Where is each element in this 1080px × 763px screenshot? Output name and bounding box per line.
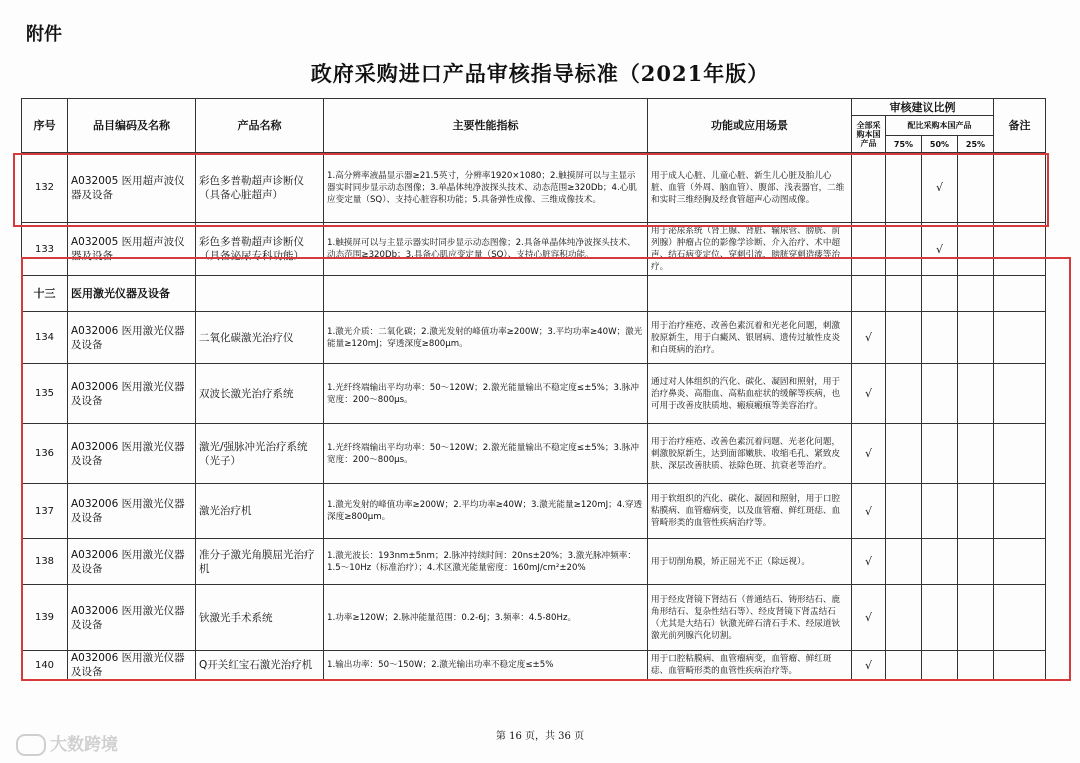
- col-50-header: 50%: [922, 136, 958, 153]
- row-category: A032006 医用激光仪器及设备: [68, 312, 196, 364]
- row-25-mark: [958, 484, 994, 539]
- row-product: 彩色多普勒超声诊断仪（具备泌尿专科功能）: [196, 223, 324, 276]
- row-note: [994, 651, 1046, 680]
- col-subgroup-header: 配比采购本国产品: [886, 116, 994, 136]
- row-seq: 140: [22, 651, 68, 680]
- col-category-header: 品目编码及名称: [68, 99, 196, 153]
- row-category: A032006 医用激光仪器及设备: [68, 539, 196, 585]
- row-all-mark: √: [852, 364, 886, 424]
- row-function: 用于治疗痤疮、改善色素沉着和光老化问题，刺激胶原新生，用于白癜风、银屑病、遗传过敏性皮炎和白斑病的治疗。: [648, 312, 852, 364]
- row-spec: 1.光纤终端输出平均功率：50～120W；2.激光能量输出不稳定度≤±5%；3.脉冲宽度：200～800μs。: [324, 364, 648, 424]
- row-50-mark: [922, 312, 958, 364]
- row-50-mark: √: [922, 153, 958, 223]
- row-all-mark: √: [852, 539, 886, 585]
- row-75-mark: [886, 651, 922, 680]
- col-product-header: 产品名称: [196, 99, 324, 153]
- col-75-header: 75%: [886, 136, 922, 153]
- watermark-text: 大数跨境: [50, 735, 118, 755]
- row-seq: 135: [22, 364, 68, 424]
- row-note: [994, 364, 1046, 424]
- row-category: A032006 医用激光仪器及设备: [68, 651, 196, 680]
- col-25-header: 25%: [958, 136, 994, 153]
- row-category: A032006 医用激光仪器及设备: [68, 424, 196, 484]
- row-all-mark: √: [852, 484, 886, 539]
- row-50-mark: [922, 651, 958, 680]
- row-seq: 139: [22, 585, 68, 651]
- watermark: [16, 730, 118, 756]
- row-seq: 134: [22, 312, 68, 364]
- row-25-mark: [958, 651, 994, 680]
- row-25-mark: [958, 539, 994, 585]
- row-75-mark: [886, 153, 922, 223]
- row-spec: 1.光纤终端输出平均功率：50～120W；2.激光能量输出不稳定度≤±5%；3.脉冲宽度：200～800μs。: [324, 424, 648, 484]
- row-all-mark: √: [852, 424, 886, 484]
- row-25-mark: [958, 585, 994, 651]
- row-seq: 133: [22, 223, 68, 276]
- row-product: 二氧化碳激光治疗仪: [196, 312, 324, 364]
- col-spec-header: 主要性能指标: [324, 99, 648, 153]
- row-product: 激光/强脉冲光治疗系统（光子）: [196, 424, 324, 484]
- table-row: [22, 312, 1046, 364]
- section-name: 医用激光仪器及设备: [68, 276, 196, 312]
- row-spec: 1.激光波长：193nm±5nm；2.脉冲持续时间：20ns±20%；3.激光脉冲频率：1.5～10Hz（标准治疗）；4.术区激光能量密度：160mJ/cm²±20%: [324, 539, 648, 585]
- row-50-mark: √: [922, 223, 958, 276]
- document-title: 政府采购进口产品审核指导标准（2021年版）: [310, 61, 770, 86]
- table-row: [22, 153, 1046, 223]
- row-all-mark: [852, 223, 886, 276]
- row-spec: 1.高分辨率液晶显示器≥21.5英寸，分辨率1920×1080；2.触摸屏可以与主显示器实时同步显示动态图像；3.单晶体纯净波探头技术、动态范围≥320Db；4.心肌应变定量（SQ）、支持心脏容积功能；5.具备弹性成像、三维成像技术。: [324, 153, 648, 223]
- row-product: 激光治疗机: [196, 484, 324, 539]
- row-spec: 1.激光介质：二氧化碳；2.激光发射的峰值功率≥200W；3.平均功率≥40W；激光能量≥120mJ；穿透深度≥800μm。: [324, 312, 648, 364]
- row-seq: 138: [22, 539, 68, 585]
- table-row: [22, 651, 1046, 680]
- col-all-domestic-header: 全部采购本国产品: [852, 116, 886, 153]
- row-50-mark: [922, 364, 958, 424]
- row-product: 彩色多普勒超声诊断仪（具备心脏超声）: [196, 153, 324, 223]
- row-spec: 1.触摸屏可以与主显示器实时同步显示动态图像；2.具备单晶体纯净波探头技术、动态范围≥320Db；3.具备心肌应变定量（SQ）、支持心脏容积功能。: [324, 223, 648, 276]
- row-product: 钬激光手术系统: [196, 585, 324, 651]
- row-75-mark: [886, 484, 922, 539]
- row-function: 用于口腔粘膜病、血管瘤病变，血管瘤、鲜红斑痣、血管畸形类的血管性疾病治疗等。: [648, 651, 852, 680]
- section-number: 十三: [22, 276, 68, 312]
- row-spec: 1.功率≥120W；2.脉冲能量范围：0.2-6J；3.频率：4.5-80Hz。: [324, 585, 648, 651]
- row-note: [994, 312, 1046, 364]
- row-note: [994, 424, 1046, 484]
- row-50-mark: [922, 484, 958, 539]
- row-all-mark: √: [852, 312, 886, 364]
- row-product: 准分子激光角膜屈光治疗机: [196, 539, 324, 585]
- row-75-mark: [886, 312, 922, 364]
- row-25-mark: [958, 223, 994, 276]
- row-all-mark: [852, 153, 886, 223]
- row-category: A032005 医用超声波仪器及设备: [68, 153, 196, 223]
- row-category: A032006 医用激光仪器及设备: [68, 364, 196, 424]
- row-note: [994, 539, 1046, 585]
- row-all-mark: √: [852, 651, 886, 680]
- row-note: [994, 585, 1046, 651]
- page-footer: 第 16 页，共 36 页: [495, 731, 585, 742]
- row-note: [994, 153, 1046, 223]
- product-table: [21, 98, 1046, 680]
- col-function-header: 功能或应用场景: [648, 99, 852, 153]
- watermark-logo-icon: [16, 734, 46, 756]
- row-spec: 1.输出功率：50～150W；2.激光输出功率不稳定度≤±5%: [324, 651, 648, 680]
- table-row: [22, 424, 1046, 484]
- table-row: [22, 364, 1046, 424]
- row-seq: 132: [22, 153, 68, 223]
- row-all-mark: √: [852, 585, 886, 651]
- row-spec: 1.激光发射的峰值功率≥200W；2.平均功率≥40W；3.激光能量≥120mJ；4.穿透深度≥800μm。: [324, 484, 648, 539]
- table-row: [22, 223, 1046, 276]
- section-row: [22, 276, 1046, 312]
- col-seq-header: 序号: [22, 99, 68, 153]
- row-seq: 136: [22, 424, 68, 484]
- row-product: Q开关红宝石激光治疗机: [196, 651, 324, 680]
- row-function: 用于软组织的汽化、碳化、凝固和照射，用于口腔粘膜病、血管瘤病变，以及血管瘤、鲜红斑痣、血管畸形类的血管性疾病治疗等。: [648, 484, 852, 539]
- row-75-mark: [886, 585, 922, 651]
- row-75-mark: [886, 424, 922, 484]
- row-product: 双波长激光治疗系统: [196, 364, 324, 424]
- row-75-mark: [886, 539, 922, 585]
- col-note-header: 备注: [994, 99, 1046, 153]
- table-row: [22, 539, 1046, 585]
- col-ratio-header: 审核建议比例: [852, 99, 994, 116]
- row-function: 用于成人心脏、儿童心脏、新生儿心脏及胎儿心脏、血管（外周、脑血管）、腹部、浅表器官，二维和实时三维经胸及经食管超声心动图成像。: [648, 153, 852, 223]
- row-25-mark: [958, 364, 994, 424]
- row-function: 用于治疗痤疮、改善色素沉着问题、光老化问题，刺激胶原新生，达到面部嫩肤、收缩毛孔、紧致皮肤、深层改善肤质、祛除色斑、抗衰老等治疗。: [648, 424, 852, 484]
- row-50-mark: [922, 585, 958, 651]
- table-header-row: [22, 99, 1046, 116]
- row-note: [994, 223, 1046, 276]
- row-seq: 137: [22, 484, 68, 539]
- row-25-mark: [958, 424, 994, 484]
- attachment-label: 附件: [26, 24, 62, 45]
- row-category: A032006 医用激光仪器及设备: [68, 484, 196, 539]
- row-50-mark: [922, 539, 958, 585]
- row-25-mark: [958, 312, 994, 364]
- row-function: 用于经皮肾镜下肾结石（普通结石、铸形结石、鹿角形结石、复杂性结石等）、经皮肾镜下肾盂结石（尤其是大结石）钬激光碎石清石手术、经尿道钬激光前列腺汽化切割。: [648, 585, 852, 651]
- table-row: [22, 585, 1046, 651]
- row-category: A032006 医用激光仪器及设备: [68, 585, 196, 651]
- row-note: [994, 484, 1046, 539]
- row-75-mark: [886, 223, 922, 276]
- row-function: 用于泌尿系统（肾上腺、肾脏、输尿管、膀胱、前列腺）肿瘤占位的影像学诊断、介入治疗、术中超声、结石病变定位、穿刺引流，膀胱穿刺造瘘等治疗。: [648, 223, 852, 276]
- row-category: A032005 医用超声波仪器及设备: [68, 223, 196, 276]
- row-75-mark: [886, 364, 922, 424]
- row-function: 通过对人体组织的汽化、碳化、凝固和照射，用于治疗鼻炎、高脂血、高粘血症状的缓解等疾病，也可用于改善皮肤质地、瘢痕瘢痕等美容治疗。: [648, 364, 852, 424]
- row-25-mark: [958, 153, 994, 223]
- table-row: [22, 484, 1046, 539]
- row-50-mark: [922, 424, 958, 484]
- row-function: 用于切削角膜，矫正屈光不正（除远视）。: [648, 539, 852, 585]
